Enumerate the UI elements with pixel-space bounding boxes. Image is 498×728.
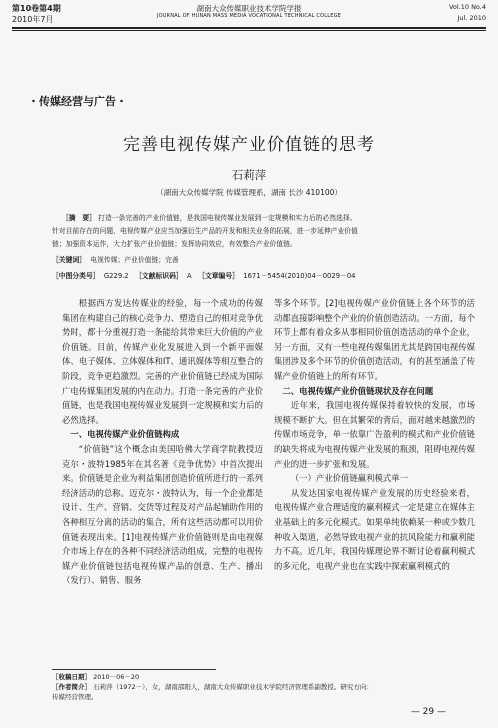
clc-label: ［中图分类号］ bbox=[52, 272, 100, 280]
left-column bbox=[62, 296, 263, 588]
doc-code-label: ［文献标识码］ bbox=[135, 272, 183, 280]
keywords bbox=[52, 254, 452, 264]
right-column bbox=[274, 296, 475, 573]
page-number: — 29 — bbox=[410, 707, 446, 717]
article-id-label: ［文章编号］ bbox=[198, 272, 239, 280]
author-bio-cont: 传媒经营管理。 bbox=[52, 693, 98, 701]
paragraph: “价值链”这个概念由美国哈佛大学商学院教授迈克尔・波特1985年在其名著《竞争优势》中首次提出来。价值链是企业为利益集团创造价值所进行的一系列经济活动的总称。迈克尔・波特认为，每一个企业都是设计、生产、营销、交货等过程及对产品起辅助作用的各种相互分离的活动的集合，所有这些活动都可以用价值链表现出来。[1]电视传媒产业价值链则是由电视媒介市场上存在的各种不同经济活动组成，完整的电视传媒产业价值链包括电视传媒产品的创意、生产、播出（发行）、销售、服务 bbox=[62, 443, 263, 586]
author-bio: 石莉萍（1972－），女，湖南邵阳人，湖南大众传媒职业技术学院经济管理系副教授。研究方向： bbox=[93, 683, 373, 691]
journal-title-cn: 湖南大众传媒职业技术学院学报 bbox=[196, 4, 302, 13]
section-label: ・传媒经营与广告・ bbox=[28, 95, 127, 108]
received-label: ［收稿日期］ bbox=[52, 673, 91, 681]
header-rule-thin bbox=[12, 30, 486, 31]
issue-en: Vol.10 No.4 bbox=[448, 3, 486, 11]
author-bio-label: ［作者简介］ bbox=[52, 683, 91, 691]
running-header bbox=[0, 0, 498, 40]
footnote bbox=[52, 672, 482, 702]
paragraph: 近年来，我国电视传媒保持着较快的发展，市场规模不断扩大。但在其繁荣的背后，面对越来越激烈的传媒市场竞争，单一依靠广告盈利的模式和产业价值链的缺失将成为电视传媒产业发展的瓶颈，阻碍电视传媒产业的进一步扩张和发展。 bbox=[274, 400, 475, 469]
abstract-line: 链；加强资本运作，大力扩张产业价值链；发挥协同效应，有效整合产业价值链。 bbox=[52, 240, 297, 249]
section-heading: 一、电视传媒产业价值链构成 bbox=[70, 429, 180, 440]
author-name: 石莉萍 bbox=[231, 168, 267, 182]
journal-title-en: JOURNAL OF HUNAN MASS MEDIA VOCATIONAL TECHNICAL COLLEGE bbox=[156, 13, 342, 19]
author-affiliation: （湖南大众传媒学院 传媒管理系，湖南 长沙 410100） bbox=[156, 188, 342, 197]
section-heading: 二、电视传媒产业价值链现状及存在问题 bbox=[282, 385, 434, 396]
issue-cn: 第10卷第4期 bbox=[12, 4, 61, 13]
date-cn: 2010年7月 bbox=[12, 15, 54, 24]
abstract bbox=[52, 212, 452, 252]
classification bbox=[52, 270, 452, 280]
abstract-line: 打造一条完善的产业价值链，是我国电视传媒业发展到一定规模和实力后的必然选择。 bbox=[98, 214, 357, 222]
received-date: 2010－06－20 bbox=[93, 673, 140, 681]
article-title: 完善电视传媒产业价值链的思考 bbox=[123, 135, 375, 155]
footnote-rule bbox=[52, 669, 216, 670]
abstract-label: ［摘 要］ bbox=[62, 214, 96, 222]
keywords-label: ［关键词］ bbox=[52, 256, 86, 264]
abstract-line: 针对目前存在的问题，电视传媒产业应当加强衍生产品的开发和相关业务的拓展，进一步延伸产业价值 bbox=[52, 227, 358, 236]
clc-value: G229.2 bbox=[103, 272, 129, 280]
header-rule-thick bbox=[12, 27, 486, 29]
subsection-heading: （一）产业价值链赢利模式单一 bbox=[290, 473, 409, 484]
paragraph: 等多个环节。[2]电视传媒产业价值链上各个环节的活动都直接影响整个产业的价值创造活动。一方面，每个环节上都有着众多从事相同价值创造活动的单个企业，另一方面，又有一些电视传媒集团尤其是跨国电视传媒集团涉及多个环节的价值创造活动，有的甚至涵盖了传媒产业价值链上的所有环节。 bbox=[274, 298, 475, 381]
paragraph: 从发达国家电视传媒产业发展的历史经验来看，电视传媒产业合理适度的赢利模式一定是建立在媒体主业基础上的多元化模式。如果单纯依赖某一种或少数几种收入渠道，必然导致电视产业的抗风险能力和赢利能力不高。近几年，我国传媒理论界不断讨论着赢利模式的多元化，电视产业也在实践中探索赢利模式的 bbox=[274, 487, 475, 571]
paragraph: 根据西方发达传媒业的经验，每一个成功的传媒集团在构建自己的核心竞争力、塑造自己的相对竞争优势时，都十分重视打造一条能给其带来巨大价值的产业价值链。目前，传媒产业化发展进入到一个新平面媒体、电子媒体、立体媒体和IT、通讯媒体等相互整合的阶段，竞争更趋激烈。完善的产业价值链已经成为国际广电传媒集团发展的内在动力。打造一条完善的产业价值链，也是我国电视传媒业发展到一定规模和实力后的必然选择。 bbox=[62, 298, 263, 425]
date-en: Jul. 2010 bbox=[457, 14, 486, 22]
doc-code-value: A bbox=[187, 272, 192, 280]
article-id-value: 1671－5454(2010)04－0029－04 bbox=[243, 272, 356, 280]
keywords-text: 电视传媒；产业价值链；完善 bbox=[90, 256, 179, 264]
